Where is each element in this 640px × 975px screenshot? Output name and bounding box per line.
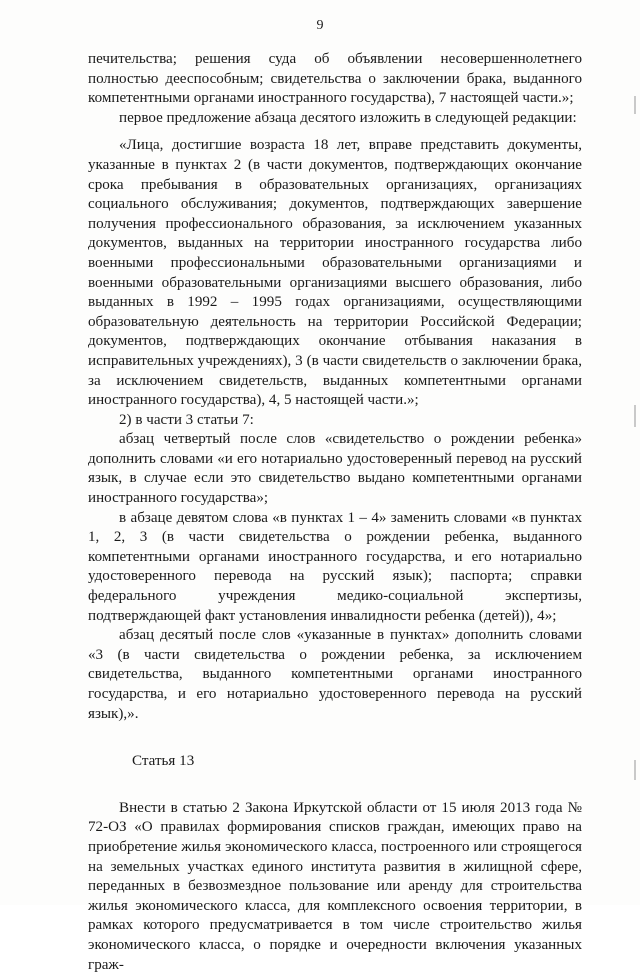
paragraph-fourth-abzac: абзац четвертый после слов «свидетельство о рождении ребенка» дополнить словами «и его нотариально удостоверенный перевод на русский язык, в случае если это свидетельство выдано компетентными органами иностранного государства»; [88,431,582,507]
paragraph-continuation: печительства; решения суда об объявлении несовершеннолетнего полностью дееспособным; свидетельства о заключении брака, выданного компетентными органами иностранного государства), 7 настоящей части.»; [88,51,582,107]
page-number: 9 [316,18,324,33]
paragraph-item-2: 2) в части 3 статьи 7: [119,411,254,428]
paragraph-quoted-text: «Лица, достигшие возраста 18 лет, вправе представить документы, указанные в пунктах 2 (в части документов, подтверждающих окончание срока пребывания в образовательных организациях, организациях социального обслуживания; документов, подтверждающих завершение получения профессионального образования, за исключением указанных документов, выданных на территории иностранного государства либо военными профессиональными образовательными организациями и военными образовательными организациями высшего образования, либо выданных в 1992 – 1995 годах организациями, осуществляющими образовательную деятельность на территории Российской Федерации; документов, подтверждающих окончание отбывания наказания в исправительных учреждениях), 3 (в части свидетельств о заключении брака, за исключением свидетельств, выданных компетентными органами иностранного государства), 4, 5 настоящей части.»; [88,137,582,409]
scan-artifact [634,96,636,114]
paragraph-tenth-abzac: абзац десятый после слов «указанные в пунктах» дополнить словами «3 (в части свидетельства о рождении ребенка, за исключением свидетельства, выданного компетентными органами иностранного государства, и его нотариально удостоверенного перевода на русский язык),». [88,627,582,722]
paragraph-article-13: Внести в статью 2 Закона Иркутской области от 15 июля 2013 года № 72-ОЗ «О правилах формирования списков граждан, имеющих право на приобретение жилья экономического класса, построенного или строящегося на земельных участках единого института развития в жилищной сфере, переданных в безвозмездное пользование или аренду для строительства жилья экономического класса, для комплексного освоения территории, в рамках которого предусматривается в том числе строительство жилья экономического класса, о порядке и очередности включения указанных граж- [88,799,582,973]
document-body [88,50,582,975]
article-heading: Статья 13 [132,753,195,770]
paragraph-amendment-intro: первое предложение абзаца десятого изложить в следующей редакции: [119,109,577,126]
scan-artifact [634,405,636,427]
scan-artifact [634,760,636,780]
paragraph-ninth-abzac: в абзаце девятом слова «в пунктах 1 – 4» заменить словами «в пунктах 1, 2, 3 (в части свидетельства о рождении ребенка, выданного компетентными органами иностранного государства, и его нотариально удостоверенного перевода на русский язык); паспорта; справки федерального учреждения медико-социальной экспертизы, подтверждающей факт установления инвалидности ребенка (детей)), 4»; [88,509,582,624]
